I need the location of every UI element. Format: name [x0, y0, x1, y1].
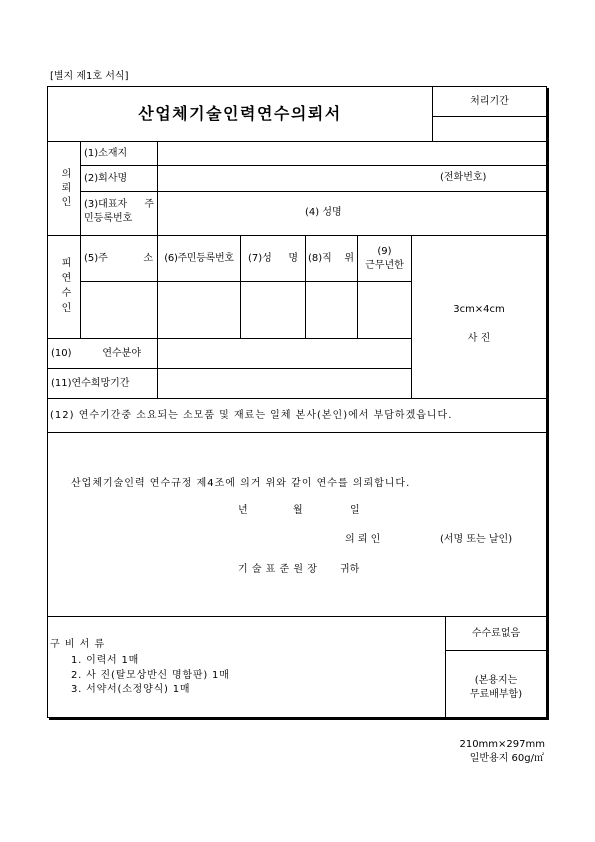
fee-note-line-1: (본용지는 [474, 675, 518, 686]
trainee-years-header-line-2: 근무년한 [365, 259, 404, 271]
representative-id-label-line-1: (3)대표자 주 [84, 199, 154, 210]
trainee-address-header-label: (5)주 소 [84, 252, 153, 264]
trainee-years-cell[interactable] [357, 281, 412, 339]
training-field-value-cell[interactable] [157, 338, 412, 369]
trainee-resident-id-header-label: (6)주민등록번호 [164, 252, 234, 264]
form-title: 산업체기술인력연수의뢰서 [138, 104, 342, 123]
trainee-section-label: 피연수인 [59, 257, 70, 317]
processing-period-value-cell[interactable] [432, 116, 547, 142]
attachments-title: 구 비 서 류 [50, 639, 105, 650]
trainee-name-cell[interactable] [240, 281, 306, 339]
date-day-label[interactable]: 일 [350, 505, 360, 516]
photo-area[interactable] [411, 235, 547, 399]
trainee-address-cell[interactable] [80, 281, 158, 339]
title-cell [47, 86, 433, 142]
attachments-block [47, 616, 446, 718]
address-label-cell [80, 141, 158, 166]
addressee-honorific: 귀하 [340, 564, 360, 575]
company-label: (2)회사명 [84, 172, 128, 184]
fee-cell [445, 616, 547, 651]
trainee-years-header-line-1: (9) [377, 245, 392, 257]
trainee-years-header-label [365, 245, 404, 273]
representative-id-value-cell[interactable] [157, 191, 547, 236]
trainee-section-label-cell [47, 235, 81, 339]
trainee-name-header [240, 235, 306, 282]
declaration-block [47, 432, 547, 617]
date-year-label[interactable]: 년 [238, 505, 248, 516]
fee-note [446, 674, 546, 702]
training-period-label-cell [47, 368, 158, 399]
company-label-cell [80, 165, 158, 192]
requester-section-label-cell [47, 141, 81, 236]
trainee-name-header-label: (7)성 명 [248, 252, 298, 264]
representative-id-label-line-2: 민등록번호 [84, 213, 133, 224]
representative-id-label [84, 198, 154, 226]
trainee-address-header [80, 235, 158, 282]
processing-period-label-cell [432, 86, 547, 117]
training-field-label: (10) 연수분야 [51, 347, 141, 359]
consent-statement-row [47, 398, 547, 433]
address-label: (1)소재지 [84, 147, 128, 159]
attachment-item: 3. 서약서(소정양식) 1매 [71, 684, 191, 695]
trainee-position-cell[interactable] [305, 281, 358, 339]
photo-size-label: 3cm×4cm [453, 304, 505, 315]
representative-id-label-cell [80, 191, 158, 236]
requester-signature-label: 의 뢰 인 [345, 534, 381, 545]
representative-name-label: (4) 성명 [305, 207, 342, 218]
paper-type: 일반용지 60g/㎡ [469, 753, 544, 764]
requester-section-label: 의뢰인 [59, 167, 70, 210]
fee-note-line-2: 무료배부함) [469, 689, 523, 700]
form-number: [별지 제1호 서식] [50, 71, 129, 82]
date-month-label[interactable]: 월 [293, 505, 303, 516]
trainee-resident-id-cell[interactable] [157, 281, 241, 339]
training-period-label: (11)연수희망기간 [51, 377, 130, 389]
address-value-cell[interactable] [157, 141, 547, 166]
trainee-resident-id-header [157, 235, 241, 282]
company-value-cell[interactable] [157, 165, 547, 192]
trainee-years-header [357, 235, 412, 282]
trainee-position-header [305, 235, 358, 282]
fee-label: 수수료없음 [471, 627, 521, 639]
photo-label: 사 진 [467, 333, 491, 344]
training-field-label-cell [47, 338, 158, 369]
consent-statement: (12) 연수기간중 소요되는 소모품 및 재료는 일체 본사(본인)에서 부담하겠읍니다. [50, 409, 453, 421]
fee-note-cell [445, 650, 547, 718]
attachment-item: 1. 이력서 1매 [71, 655, 140, 666]
training-period-value-cell[interactable] [157, 368, 412, 399]
trainee-position-header-label: (8)직 위 [308, 252, 354, 264]
signature-note[interactable]: (서명 또는 날인) [440, 534, 513, 545]
processing-period-label: 처리기간 [470, 95, 509, 107]
paper-size: 210mm×297mm [459, 739, 545, 750]
declaration-text: 산업체기술인력 연수규정 제4조에 의거 위와 같이 연수를 의뢰합니다. [71, 478, 411, 489]
attachment-item: 2. 사 진(탈모상반신 명함판) 1매 [71, 670, 230, 681]
phone-number-label: (전화번호) [440, 172, 487, 183]
addressee: 기 술 표 준 원 장 [238, 564, 317, 575]
